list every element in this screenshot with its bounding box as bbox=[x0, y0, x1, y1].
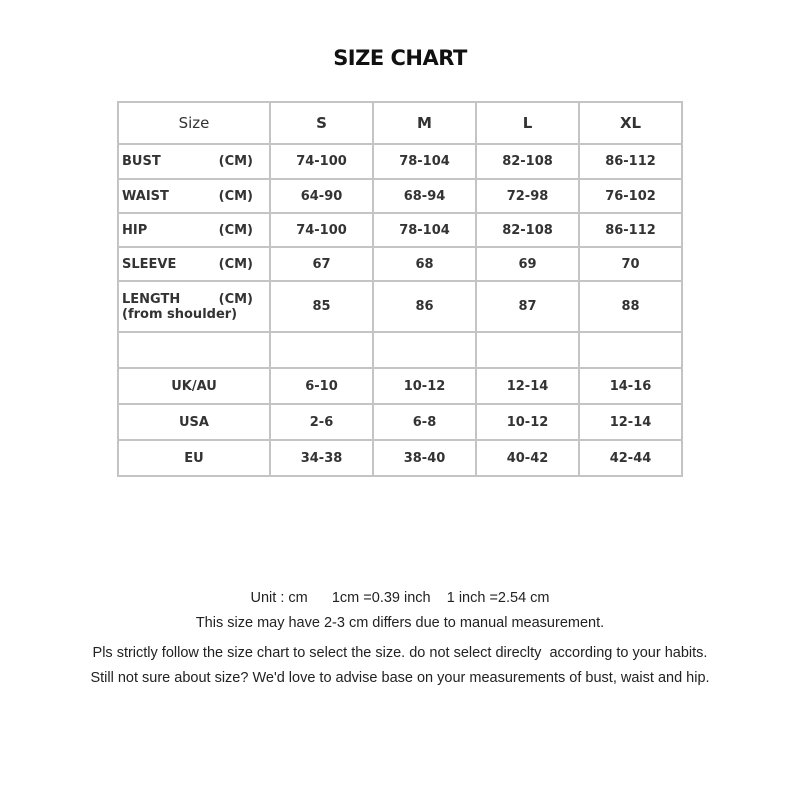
value-cell: 12-14 bbox=[476, 368, 579, 404]
table-row bbox=[118, 404, 682, 440]
measure-label: SLEEVE bbox=[122, 256, 177, 272]
value-cell: 87 bbox=[476, 281, 579, 332]
table-row bbox=[118, 247, 682, 281]
row-label bbox=[118, 179, 270, 213]
value-cell: 74-100 bbox=[270, 144, 373, 179]
value-cell: 6-8 bbox=[373, 404, 476, 440]
row-label bbox=[118, 247, 270, 281]
empty-cell bbox=[476, 332, 579, 368]
region-label: UK/AU bbox=[118, 368, 270, 404]
empty-cell bbox=[579, 332, 682, 368]
value-cell: 78-104 bbox=[373, 213, 476, 247]
value-cell: 10-12 bbox=[476, 404, 579, 440]
value-cell: 72-98 bbox=[476, 179, 579, 213]
page-title: SIZE CHART bbox=[333, 46, 467, 70]
value-cell: 68 bbox=[373, 247, 476, 281]
unit-label: (CM) bbox=[218, 256, 253, 272]
value-cell: 82-108 bbox=[476, 144, 579, 179]
unit-label: (CM) bbox=[218, 222, 253, 238]
unit-note: Unit : cm 1cm =0.39 inch 1 inch =2.54 cm bbox=[250, 590, 550, 606]
header-row bbox=[118, 102, 682, 144]
measure-sublabel: (from shoulder) bbox=[122, 306, 238, 322]
empty-cell bbox=[373, 332, 476, 368]
table-row bbox=[118, 213, 682, 247]
row-label bbox=[118, 213, 270, 247]
row-label bbox=[118, 281, 270, 332]
measure-label: BUST bbox=[122, 154, 161, 169]
value-cell: 6-10 bbox=[270, 368, 373, 404]
value-cell: 78-104 bbox=[373, 144, 476, 179]
table-row bbox=[118, 368, 682, 404]
value-cell: 40-42 bbox=[476, 440, 579, 476]
table-row bbox=[118, 440, 682, 476]
unit-label: (CM) bbox=[218, 188, 253, 204]
header-cell: S bbox=[270, 102, 373, 144]
header-cell: Size bbox=[118, 102, 270, 144]
empty-cell bbox=[118, 332, 270, 368]
value-cell: 85 bbox=[270, 281, 373, 332]
value-cell: 38-40 bbox=[373, 440, 476, 476]
header-cell: L bbox=[476, 102, 579, 144]
unit-label: (CM) bbox=[218, 291, 253, 307]
value-cell: 86-112 bbox=[579, 144, 682, 179]
value-cell: 10-12 bbox=[373, 368, 476, 404]
value-cell: 64-90 bbox=[270, 179, 373, 213]
value-cell: 74-100 bbox=[270, 213, 373, 247]
measure-label: HIP bbox=[122, 222, 148, 238]
value-cell: 88 bbox=[579, 281, 682, 332]
header-cell: XL bbox=[579, 102, 682, 144]
table-row bbox=[118, 179, 682, 213]
region-label: EU bbox=[118, 440, 270, 476]
value-cell: 69 bbox=[476, 247, 579, 281]
empty-cell bbox=[270, 332, 373, 368]
measure-label: WAIST bbox=[122, 188, 169, 204]
value-cell: 67 bbox=[270, 247, 373, 281]
contact-note: Still not sure about size? We'd love to advise base on your measurements of bust, waist and hip. bbox=[90, 670, 710, 686]
value-cell: 34-38 bbox=[270, 440, 373, 476]
value-cell: 82-108 bbox=[476, 213, 579, 247]
row-label bbox=[118, 144, 270, 179]
table-row bbox=[118, 144, 682, 179]
spacer-row bbox=[118, 332, 682, 368]
size-advice-note: Pls strictly follow the size chart to select the size. do not select direclty according to your habits. bbox=[92, 645, 708, 661]
value-cell: 12-14 bbox=[579, 404, 682, 440]
value-cell: 68-94 bbox=[373, 179, 476, 213]
region-label: USA bbox=[118, 404, 270, 440]
table-row bbox=[118, 281, 682, 332]
measurement-note: This size may have 2-3 cm differs due to manual measurement. bbox=[195, 615, 605, 631]
value-cell: 86 bbox=[373, 281, 476, 332]
value-cell: 76-102 bbox=[579, 179, 682, 213]
unit-label: (CM) bbox=[218, 154, 253, 169]
size-chart-table bbox=[117, 101, 683, 477]
header-cell: M bbox=[373, 102, 476, 144]
value-cell: 14-16 bbox=[579, 368, 682, 404]
value-cell: 86-112 bbox=[579, 213, 682, 247]
measure-label: LENGTH bbox=[122, 291, 181, 307]
value-cell: 70 bbox=[579, 247, 682, 281]
value-cell: 2-6 bbox=[270, 404, 373, 440]
value-cell: 42-44 bbox=[579, 440, 682, 476]
